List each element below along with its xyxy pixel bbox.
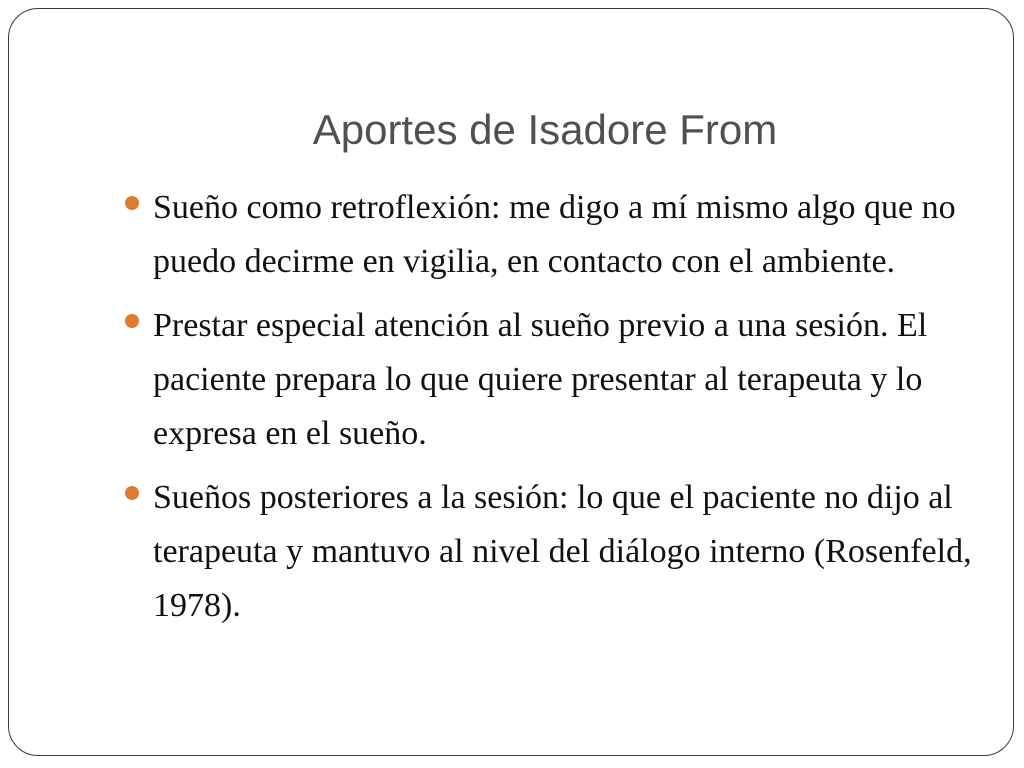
bullet-text: Sueño como retroflexión: me digo a mí mismo algo que no puedo decirme en vigilia, en contacto con el ambiente. (153, 189, 956, 280)
bullet-text: Prestar especial atención al sueño previo a una sesión. El paciente prepara lo que quiere presentar al terapeuta y lo expresa en el sueño. (153, 307, 928, 452)
bullet-dot-icon (125, 196, 139, 210)
bullet-item (109, 299, 989, 461)
bullet-list (109, 181, 989, 643)
bullet-text: Sueños posteriores a la sesión: lo que el paciente no dijo al terapeuta y mantuvo al nivel del diálogo interno (Rosenfeld, 1978). (153, 479, 972, 624)
bullet-item (109, 471, 989, 633)
slide-frame (8, 8, 1014, 756)
slide-title: Aportes de Isadore From (312, 106, 778, 153)
bullet-dot-icon (125, 314, 139, 328)
bullet-item (109, 181, 989, 289)
bullet-dot-icon (125, 486, 139, 500)
